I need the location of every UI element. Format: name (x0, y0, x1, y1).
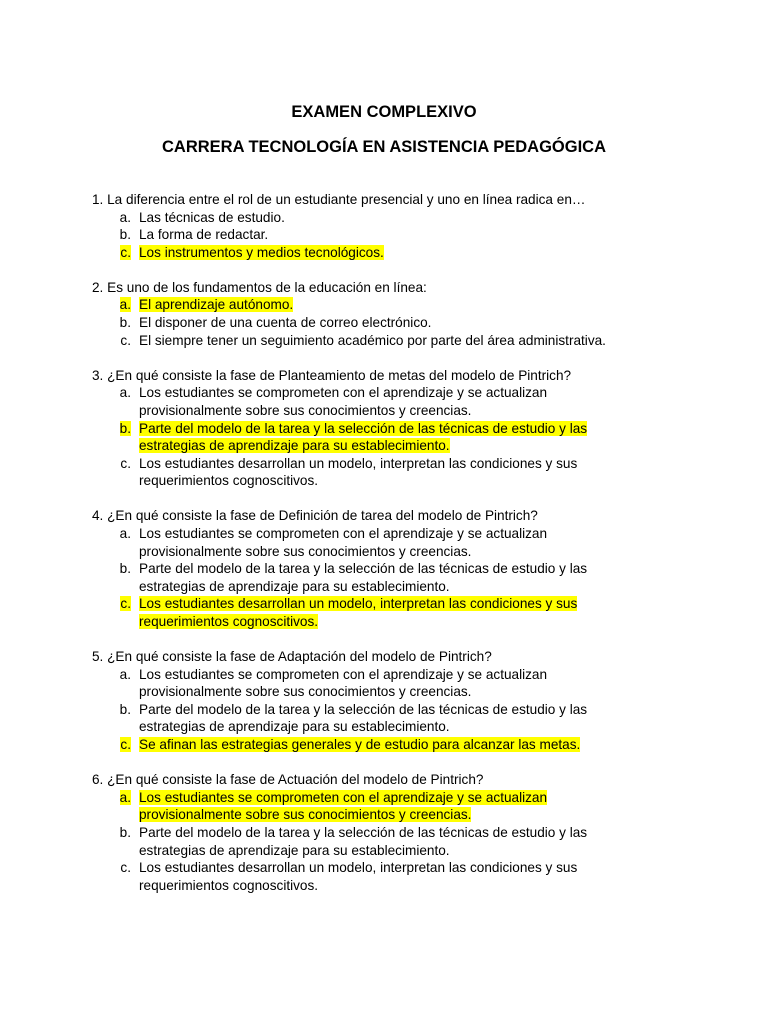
option-letter-text: b. (119, 227, 131, 243)
answer-option (92, 296, 652, 314)
option-letter-text: a. (119, 789, 131, 805)
option-text: Los estudiantes se comprometen con el aprendizaje y se actualizan provisionalmente sobre sus conocimientos y creencias. (139, 526, 548, 559)
answer-option (92, 595, 652, 630)
option-text: La forma de redactar. (139, 227, 269, 243)
option-letter (92, 666, 139, 701)
option-text-highlighted: Los estudiantes desarrollan un modelo, interpretan las condiciones y sus requerimientos cognoscitivos. (139, 596, 578, 629)
option-letter-text: a. (119, 385, 131, 401)
option-text: Parte del modelo de la tarea y la selección de las técnicas de estudio y las estrategias de aprendizaje para su establecimiento. (139, 824, 588, 858)
answer-option (92, 332, 652, 350)
option-body (139, 701, 619, 736)
answer-option (92, 525, 652, 560)
option-letter (92, 226, 139, 244)
option-body (139, 226, 619, 244)
option-body (139, 420, 619, 455)
option-letter-text: c. (120, 596, 131, 612)
option-text-highlighted: El aprendizaje autónomo. (139, 297, 294, 313)
option-body (139, 525, 619, 560)
option-text: Los estudiantes se comprometen con el aprendizaje y se actualizan provisionalmente sobre sus conocimientos y creencias. (139, 666, 548, 700)
option-letter-text: b. (119, 315, 131, 331)
question-text (92, 771, 652, 789)
option-text: El disponer de una cuenta de correo electrónico. (139, 315, 432, 331)
option-text-highlighted: Se afinan las estrategias generales y de estudio para alcanzar las metas. (139, 737, 581, 753)
option-letter (92, 701, 139, 736)
question-text (92, 367, 652, 385)
question-prompt: ¿En qué consiste la fase de Actuación del modelo de Pintrich? (107, 772, 484, 788)
option-letter (92, 736, 139, 754)
option-text: Parte del modelo de la tarea y la selección de las técnicas de estudio y las estrategias de aprendizaje para su establecimiento. (139, 561, 588, 594)
answer-option (92, 701, 652, 736)
option-letter (92, 209, 139, 227)
option-body (139, 859, 619, 894)
answer-option (92, 384, 652, 419)
question-3 (92, 367, 652, 490)
question-number: 3. (92, 367, 104, 383)
option-body (139, 244, 619, 262)
option-letter-text: b. (119, 824, 131, 840)
question-5 (92, 648, 652, 754)
option-text: Los estudiantes se comprometen con el aprendizaje y se actualizan provisionalmente sobre sus conocimientos y creencias. (139, 385, 548, 418)
question-list (92, 191, 652, 912)
option-letter (92, 296, 139, 314)
option-letter-text: a. (119, 297, 131, 313)
option-text-highlighted: Parte del modelo de la tarea y la selección de las técnicas de estudio y las estrategias de aprendizaje para su establecimiento. (139, 420, 588, 454)
option-body (139, 314, 619, 332)
answer-options (92, 209, 652, 262)
option-letter (92, 455, 139, 490)
answer-options (92, 666, 652, 754)
option-text: Los estudiantes desarrollan un modelo, interpretan las condiciones y sus requerimientos cognoscitivos. (139, 455, 578, 489)
option-body (139, 296, 619, 314)
option-letter-text: c. (120, 332, 131, 348)
answer-options (92, 789, 652, 895)
option-body (139, 332, 619, 350)
option-letter-text: a. (119, 209, 131, 225)
option-letter-text: a. (119, 526, 131, 541)
question-number: 5. (92, 649, 104, 665)
option-letter-text: c. (120, 860, 131, 876)
question-prompt: Es uno de los fundamentos de la educación en línea: (107, 279, 427, 295)
answer-option (92, 455, 652, 490)
option-body (139, 736, 619, 754)
question-number: 4. (92, 508, 104, 524)
question-text (92, 279, 652, 297)
question-number: 6. (92, 772, 104, 788)
option-body (139, 595, 619, 630)
answer-option (92, 560, 652, 595)
option-letter-text: c. (120, 244, 131, 260)
option-letter (92, 384, 139, 419)
question-1 (92, 191, 652, 261)
answer-option (92, 736, 652, 754)
question-number: 2. (92, 279, 104, 295)
answer-options (92, 525, 652, 631)
option-letter (92, 595, 139, 630)
answer-option (92, 209, 652, 227)
option-body (139, 824, 619, 859)
question-4 (92, 507, 652, 630)
question-prompt: ¿En qué consiste la fase de Adaptación del modelo de Pintrich? (107, 649, 492, 665)
answer-option (92, 666, 652, 701)
option-letter (92, 789, 139, 824)
option-body (139, 455, 619, 490)
option-text: Las técnicas de estudio. (139, 209, 285, 225)
option-text: Los estudiantes desarrollan un modelo, interpretan las condiciones y sus requerimientos cognoscitivos. (139, 860, 578, 893)
option-text: Parte del modelo de la tarea y la selección de las técnicas de estudio y las estrategias de aprendizaje para su establecimiento. (139, 701, 588, 735)
option-letter-text: a. (119, 666, 131, 682)
question-number: 1. (92, 192, 104, 207)
document-title: EXAMEN COMPLEXIVO (291, 103, 477, 121)
answer-option (92, 789, 652, 824)
answer-option (92, 226, 652, 244)
option-letter-text: b. (119, 561, 131, 577)
option-letter-text: b. (119, 701, 131, 717)
option-letter (92, 525, 139, 560)
question-text (92, 648, 652, 666)
option-text: El siempre tener un seguimiento académico por parte del área administrativa. (139, 332, 606, 348)
option-letter-text: c. (120, 737, 131, 753)
answer-options (92, 296, 652, 349)
option-letter (92, 859, 139, 894)
answer-options (92, 384, 652, 490)
option-body (139, 789, 619, 824)
answer-option (92, 420, 652, 455)
option-letter (92, 314, 139, 332)
option-letter (92, 244, 139, 262)
option-letter (92, 420, 139, 455)
option-letter (92, 332, 139, 350)
option-letter-text: b. (119, 420, 131, 436)
answer-option (92, 824, 652, 859)
option-letter (92, 824, 139, 859)
option-text-highlighted: Los estudiantes se comprometen con el aprendizaje y se actualizan provisionalmente sobre sus conocimientos y creencias. (139, 789, 548, 823)
question-prompt: La diferencia entre el rol de un estudiante presencial y uno en línea radica en… (107, 192, 586, 207)
option-text-highlighted: Los instrumentos y medios tecnológicos. (139, 244, 384, 260)
option-body (139, 560, 619, 595)
option-letter-text: c. (120, 455, 131, 471)
question-2 (92, 279, 652, 349)
option-body (139, 209, 619, 227)
answer-option (92, 859, 652, 894)
option-body (139, 384, 619, 419)
document-subtitle: CARRERA TECNOLOGÍA EN ASISTENCIA PEDAGÓGICA (162, 138, 606, 156)
answer-option (92, 314, 652, 332)
answer-option (92, 244, 652, 262)
question-prompt: ¿En qué consiste la fase de Planteamiento de metas del modelo de Pintrich? (107, 367, 572, 383)
question-text (92, 191, 652, 209)
question-text (92, 507, 652, 525)
option-body (139, 666, 619, 701)
option-letter (92, 560, 139, 595)
question-6 (92, 771, 652, 894)
question-prompt: ¿En qué consiste la fase de Definición de tarea del modelo de Pintrich? (107, 508, 538, 524)
